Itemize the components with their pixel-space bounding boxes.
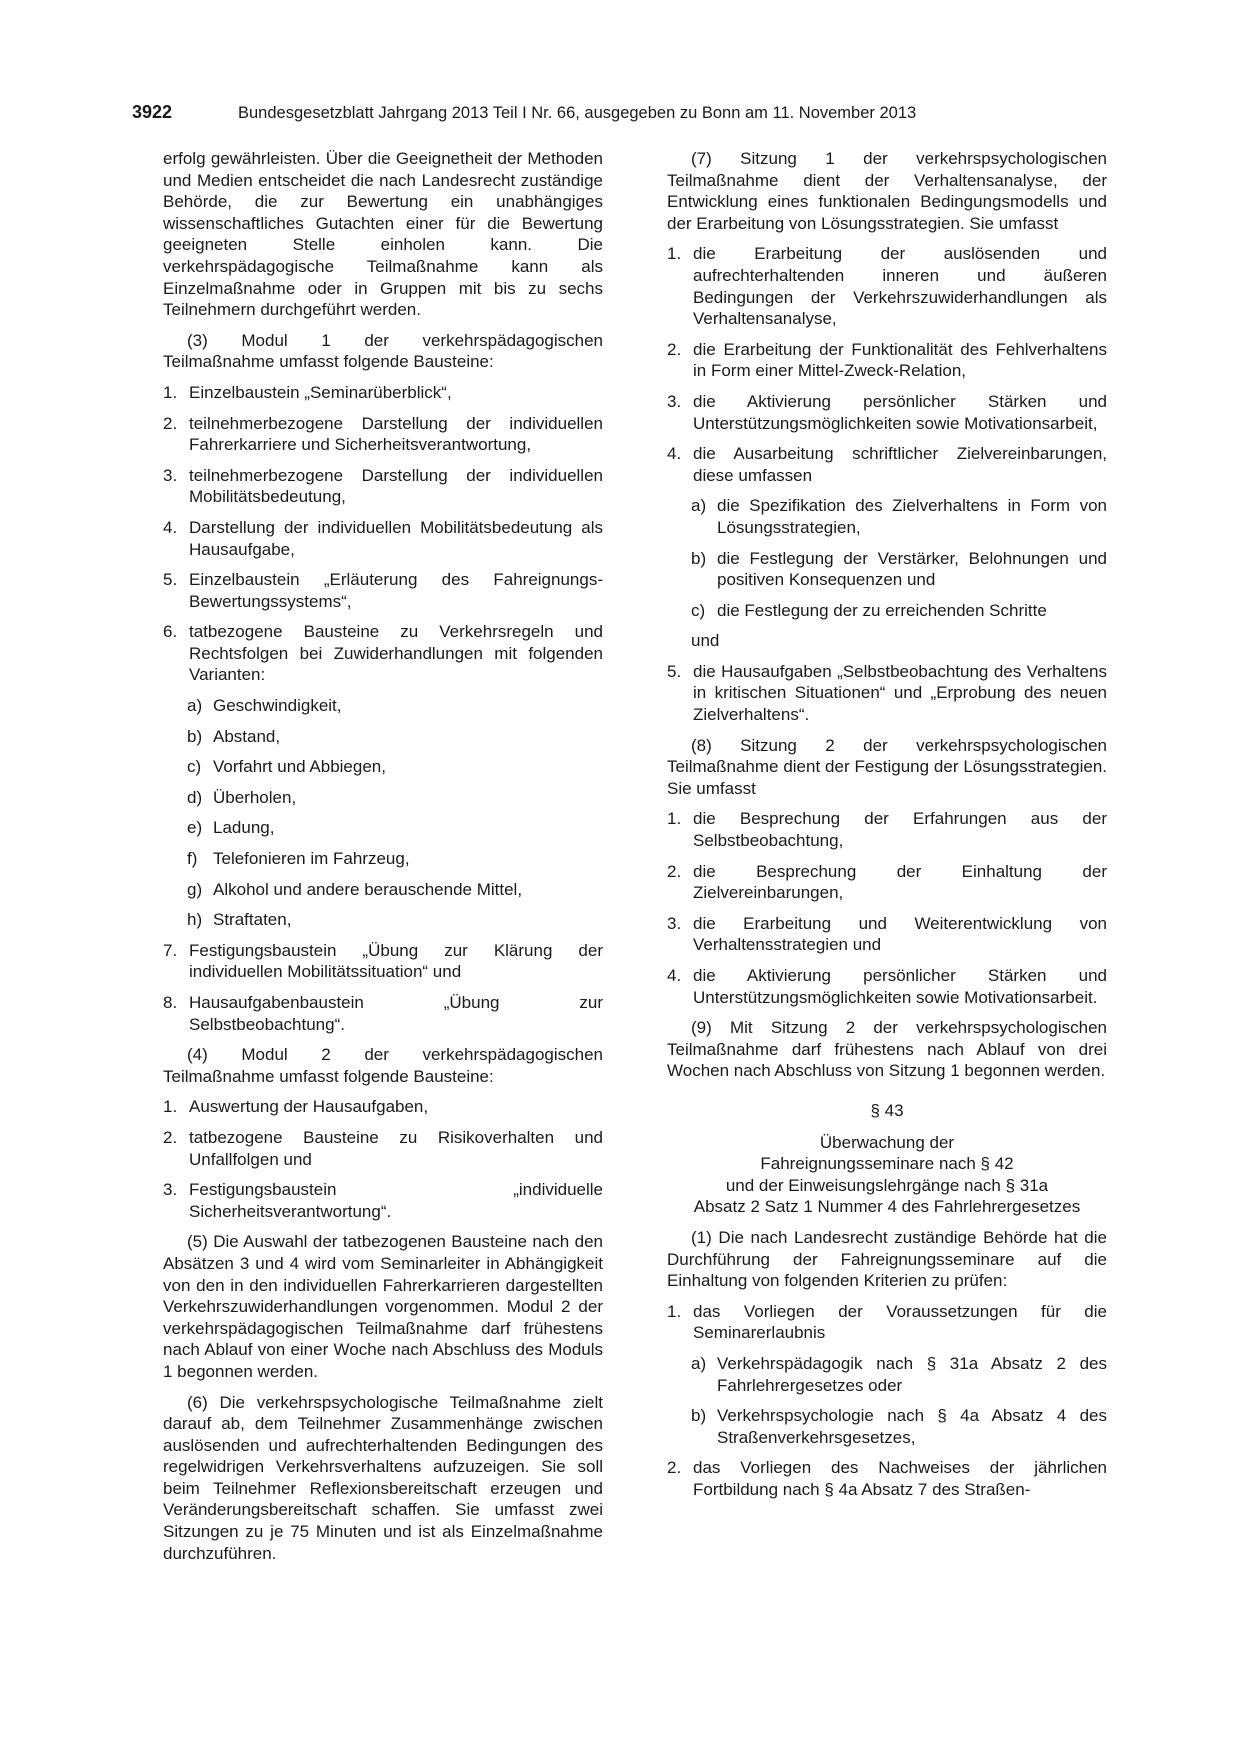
list-item-text: die Ausarbeitung schriftlicher Zielvereinbarungen, diese umfassen [693,444,1107,485]
sub-list-item [667,548,1107,591]
list-item-text: die Hausaufgaben „Selbstbeobachtung des Verhaltens in kritischen Situationen“ und „Erprobung des neuen Zielverhaltens“. [693,661,1107,725]
list-item-text: tatbezogene Bausteine zu Verkehrsregeln und Rechtsfolgen bei Zuwiderhandlungen mit folgenden Varianten: [189,622,603,685]
list-item [163,382,603,404]
section-number: § 43 [870,1100,904,1120]
section-paragraph-1: (1) Die nach Landesrecht zuständige Behörde hat die Durchführung der Fahreignungsseminare auf die Einhaltung von folgenden Kriterien zu prüfen: [667,1227,1107,1291]
paragraph-8: (8) Sitzung 2 der verkehrspsychologischen Teilmaßnahme dient der Festigung der Lösungsstrategien. Sie umfasst [667,735,1107,798]
right-column [667,148,1107,1509]
list-marker: 1. [667,809,682,829]
sub-list-item [667,600,1107,622]
list-item [667,1457,1107,1500]
sub-list-marker: a) [691,1353,707,1373]
paragraph-9: (9) Mit Sitzung 2 der verkehrspsychologischen Teilmaßnahme darf frühestens nach Ablauf von drei Wochen nach Abschluss von Sitzung 1 begonnen werden. [667,1018,1107,1081]
sub-list-item-text: die Spezifikation des Zielverhaltens in Form von Lösungsstrategien, [717,496,1107,537]
list-marker: 6. [163,622,178,642]
list-item [163,413,603,456]
list-marker: 7. [163,940,178,960]
list-marker: 2. [667,1458,682,1478]
sub-list-item [163,848,603,870]
list-item [667,913,1107,956]
list-item [667,443,1107,486]
sub-list-marker: c) [187,757,202,777]
list-item [163,1096,603,1118]
sub-list-marker: f) [187,849,198,869]
sub-list-marker: b) [187,726,203,746]
list-item-text: das Vorliegen der Voraussetzungen für die Seminarerlaubnis [693,1301,1107,1343]
sub-list-item [667,1405,1107,1448]
list-item [667,808,1107,851]
conjunction-und: und [691,631,720,651]
list-item-text: die Erarbeitung der auslösenden und aufrechterhaltenden inneren und äußeren Bedingungen der Verkehrszuwiderhandlungen als Verhaltensanalyse, [693,244,1107,329]
list-item-text: teilnehmerbezogene Darstellung der individuellen Fahrerkarriere und Sicherheitsverantwortung, [189,413,603,455]
list-item [163,569,603,612]
list-item-text: die Erarbeitung und Weiterentwicklung von Verhaltensstrategien und [693,913,1107,955]
list-marker: 2. [667,339,682,359]
list-item-text: Einzelbaustein „Erläuterung des Fahreignungs-Bewertungssystems“, [189,570,603,611]
list-item [667,861,1107,904]
list-item-text: die Erarbeitung der Funktionalität des Fehlverhaltens in Form einer Mittel-Zweck-Relation, [693,339,1107,381]
sub-list-item-text: Geschwindigkeit, [213,696,342,716]
section-title-line: und der Einweisungslehrgänge nach § 31a [725,1175,1049,1195]
list-item [667,661,1107,726]
sub-list-marker: g) [187,879,203,899]
sub-list-marker: e) [187,818,203,838]
list-item-text: Hausaufgabenbaustein „Übung zur Selbstbeobachtung“. [189,993,603,1034]
paragraph-6: (6) Die verkehrspsychologische Teilmaßnahme zielt darauf ab, dem Teilnehmer Zusammenhänge zwischen auslösenden und aufrechterhaltenden Bedingungen des regelwidrigen Verkehrsverhaltens aufzuzeigen. Sie soll beim Teilnehmer Reflexionsbereitschaft erzeugen und Veränderungsbereitschaft schaffen. Sie umfasst zwei Sitzungen zu je 75 Minuten und ist als Einzelmaßnahme durchzuführen. [163,1392,603,1563]
sub-list-item [163,817,603,839]
sub-list-marker: d) [187,787,203,807]
sub-list-item [667,495,1107,538]
list-item-text: die Aktivierung persönlicher Stärken und Unterstützungsmöglichkeiten sowie Motivationsarbeit, [693,391,1107,433]
paragraph-intro: erfolg gewährleisten. Über die Geeignetheit der Methoden und Medien entscheidet die nach Landesrecht zuständige Behörde, die zur Bewertung ein unabhängiges wissenschaftliches Gutachten einer für die Bewertung geeigneten Stelle einholen kann. Die verkehrspädagogische Teilmaßnahme kann als Einzelmaßnahme oder in Gruppen mit bis zu sechs Teilnehmern durchgeführt werden. [163,149,603,320]
list-item [667,1301,1107,1344]
list-marker: 8. [163,993,178,1012]
list-item-text: Darstellung der individuellen Mobilitätsbedeutung als Hausaufgabe, [189,517,603,559]
list-item [163,1179,603,1222]
list-marker: 1. [667,1301,682,1321]
list-item [667,965,1107,1008]
list-item-text: die Besprechung der Erfahrungen aus der Selbstbeobachtung, [693,809,1107,851]
list-marker: 5. [163,570,178,590]
sub-list-item-text: Alkohol und andere berauschende Mittel, [213,879,523,899]
sub-list-item-text: Verkehrspädagogik nach § 31a Absatz 2 des Fahrlehrergesetzes oder [717,1353,1107,1395]
sub-list-item-text: Verkehrspsychologie nach § 4a Absatz 4 des Straßenverkehrsgesetzes, [717,1406,1107,1447]
list-item [667,391,1107,434]
list-item-text: die Aktivierung persönlicher Stärken und Unterstützungsmöglichkeiten sowie Motivationsarbeit. [693,966,1107,1007]
paragraph-5: (5) Die Auswahl der tatbezogenen Bausteine nach den Absätzen 3 und 4 wird vom Seminarleiter in Abhängigkeit von den in den individuellen Fahrerkarrieren dargestellten Verkehrszuwiderhandlungen vorgenommen. Modul 2 der verkehrspädagogischen Teilmaßnahme darf frühestens nach Ablauf von einer Woche nach Abschluss des Moduls 1 begonnen werden. [163,1232,603,1381]
sub-list-item [163,726,603,748]
list-item-text: Einzelbaustein „Seminarüberblick“, [189,382,452,402]
paragraph-4: (4) Modul 2 der verkehrspädagogischen Teilmaßnahme umfasst folgende Bausteine: [163,1045,603,1086]
list-item [163,621,603,686]
sub-list-item-text: die Festlegung der zu erreichenden Schritte [717,600,1047,620]
list-marker: 3. [667,913,682,933]
list-marker: 5. [667,661,682,681]
section-title-line: Überwachung der [819,1132,955,1152]
sub-list-marker: h) [187,910,203,930]
list-marker: 4. [667,444,682,464]
list-marker: 2. [667,861,682,881]
list-marker: 3. [163,1180,178,1200]
gazette-header-title: Bundesgesetzblatt Jahrgang 2013 Teil I Nr. 66, ausgegeben zu Bonn am 11. November 2013 [238,104,917,122]
list-item [163,465,603,508]
list-item-text: das Vorliegen des Nachweises der jährlichen Fortbildung nach § 4a Absatz 7 des Straßen- [693,1458,1107,1499]
sub-list-item [163,695,603,717]
sub-list-marker: a) [187,696,203,716]
sub-list-item [163,787,603,809]
paragraph-7: (7) Sitzung 1 der verkehrspsychologischen Teilmaßnahme dient der Verhaltensanalyse, der Entwicklung eines funktionalen Bedingungsmodells und der Erarbeitung von Lösungsstrategien. Sie umfasst [667,149,1107,233]
list-item [163,517,603,560]
list-item-text: tatbezogene Bausteine zu Risikoverhalten und Unfallfolgen und [189,1127,603,1169]
list-item [667,243,1107,329]
paragraph-3: (3) Modul 1 der verkehrspädagogischen Teilmaßnahme umfasst folgende Bausteine: [163,330,603,372]
sub-list-item-text: die Festlegung der Verstärker, Belohnungen und positiven Konsequenzen und [717,548,1107,590]
section-title-line: Absatz 2 Satz 1 Nummer 4 des Fahrlehrergesetzes [693,1197,1081,1217]
list-marker: 1. [163,1097,178,1117]
sub-list-marker: b) [691,548,707,568]
sub-list-item-text: Vorfahrt und Abbiegen, [213,757,386,777]
list-item-text: die Besprechung der Einhaltung der Zielvereinbarungen, [693,861,1107,903]
list-marker: 2. [163,1127,178,1147]
sub-list-marker: a) [691,496,707,516]
sub-list-item-text: Überholen, [213,787,297,807]
list-item-text: Auswertung der Hausaufgaben, [189,1097,429,1117]
sub-list-item [163,756,603,778]
sub-list-item-text: Ladung, [213,818,275,838]
sub-list-marker: c) [691,600,706,620]
sub-list-item-text: Abstand, [213,726,281,746]
section-title [667,1132,1107,1218]
sub-list-item-text: Straftaten, [213,910,292,930]
list-item [667,339,1107,382]
list-item [163,940,603,983]
sub-list-item [163,879,603,901]
list-item-text: Festigungsbaustein „Übung zur Klärung der individuellen Mobilitätssituation“ und [189,940,603,982]
list-marker: 1. [667,244,682,264]
list-marker: 1. [163,382,178,402]
sub-list-item [163,909,603,931]
list-item [163,1127,603,1170]
page-header [132,102,1112,126]
list-item-text: teilnehmerbezogene Darstellung der individuellen Mobilitätsbedeutung, [189,465,603,507]
list-item-text: Festigungsbaustein „individuelle Sicherheitsverantwortung“. [189,1180,603,1221]
sub-list-marker: b) [691,1406,707,1426]
list-marker: 4. [163,517,178,537]
sub-list-item [667,1353,1107,1396]
section-title-line: Fahreignungsseminare nach § 42 [760,1154,1014,1174]
list-marker: 4. [667,966,682,985]
list-marker: 3. [667,391,682,411]
list-marker: 3. [163,465,178,485]
left-column [163,148,603,1573]
list-item [163,992,603,1035]
page-number: 3922 [132,102,173,122]
sub-list-item-text: Telefonieren im Fahrzeug, [213,849,410,869]
list-marker: 2. [163,413,178,433]
